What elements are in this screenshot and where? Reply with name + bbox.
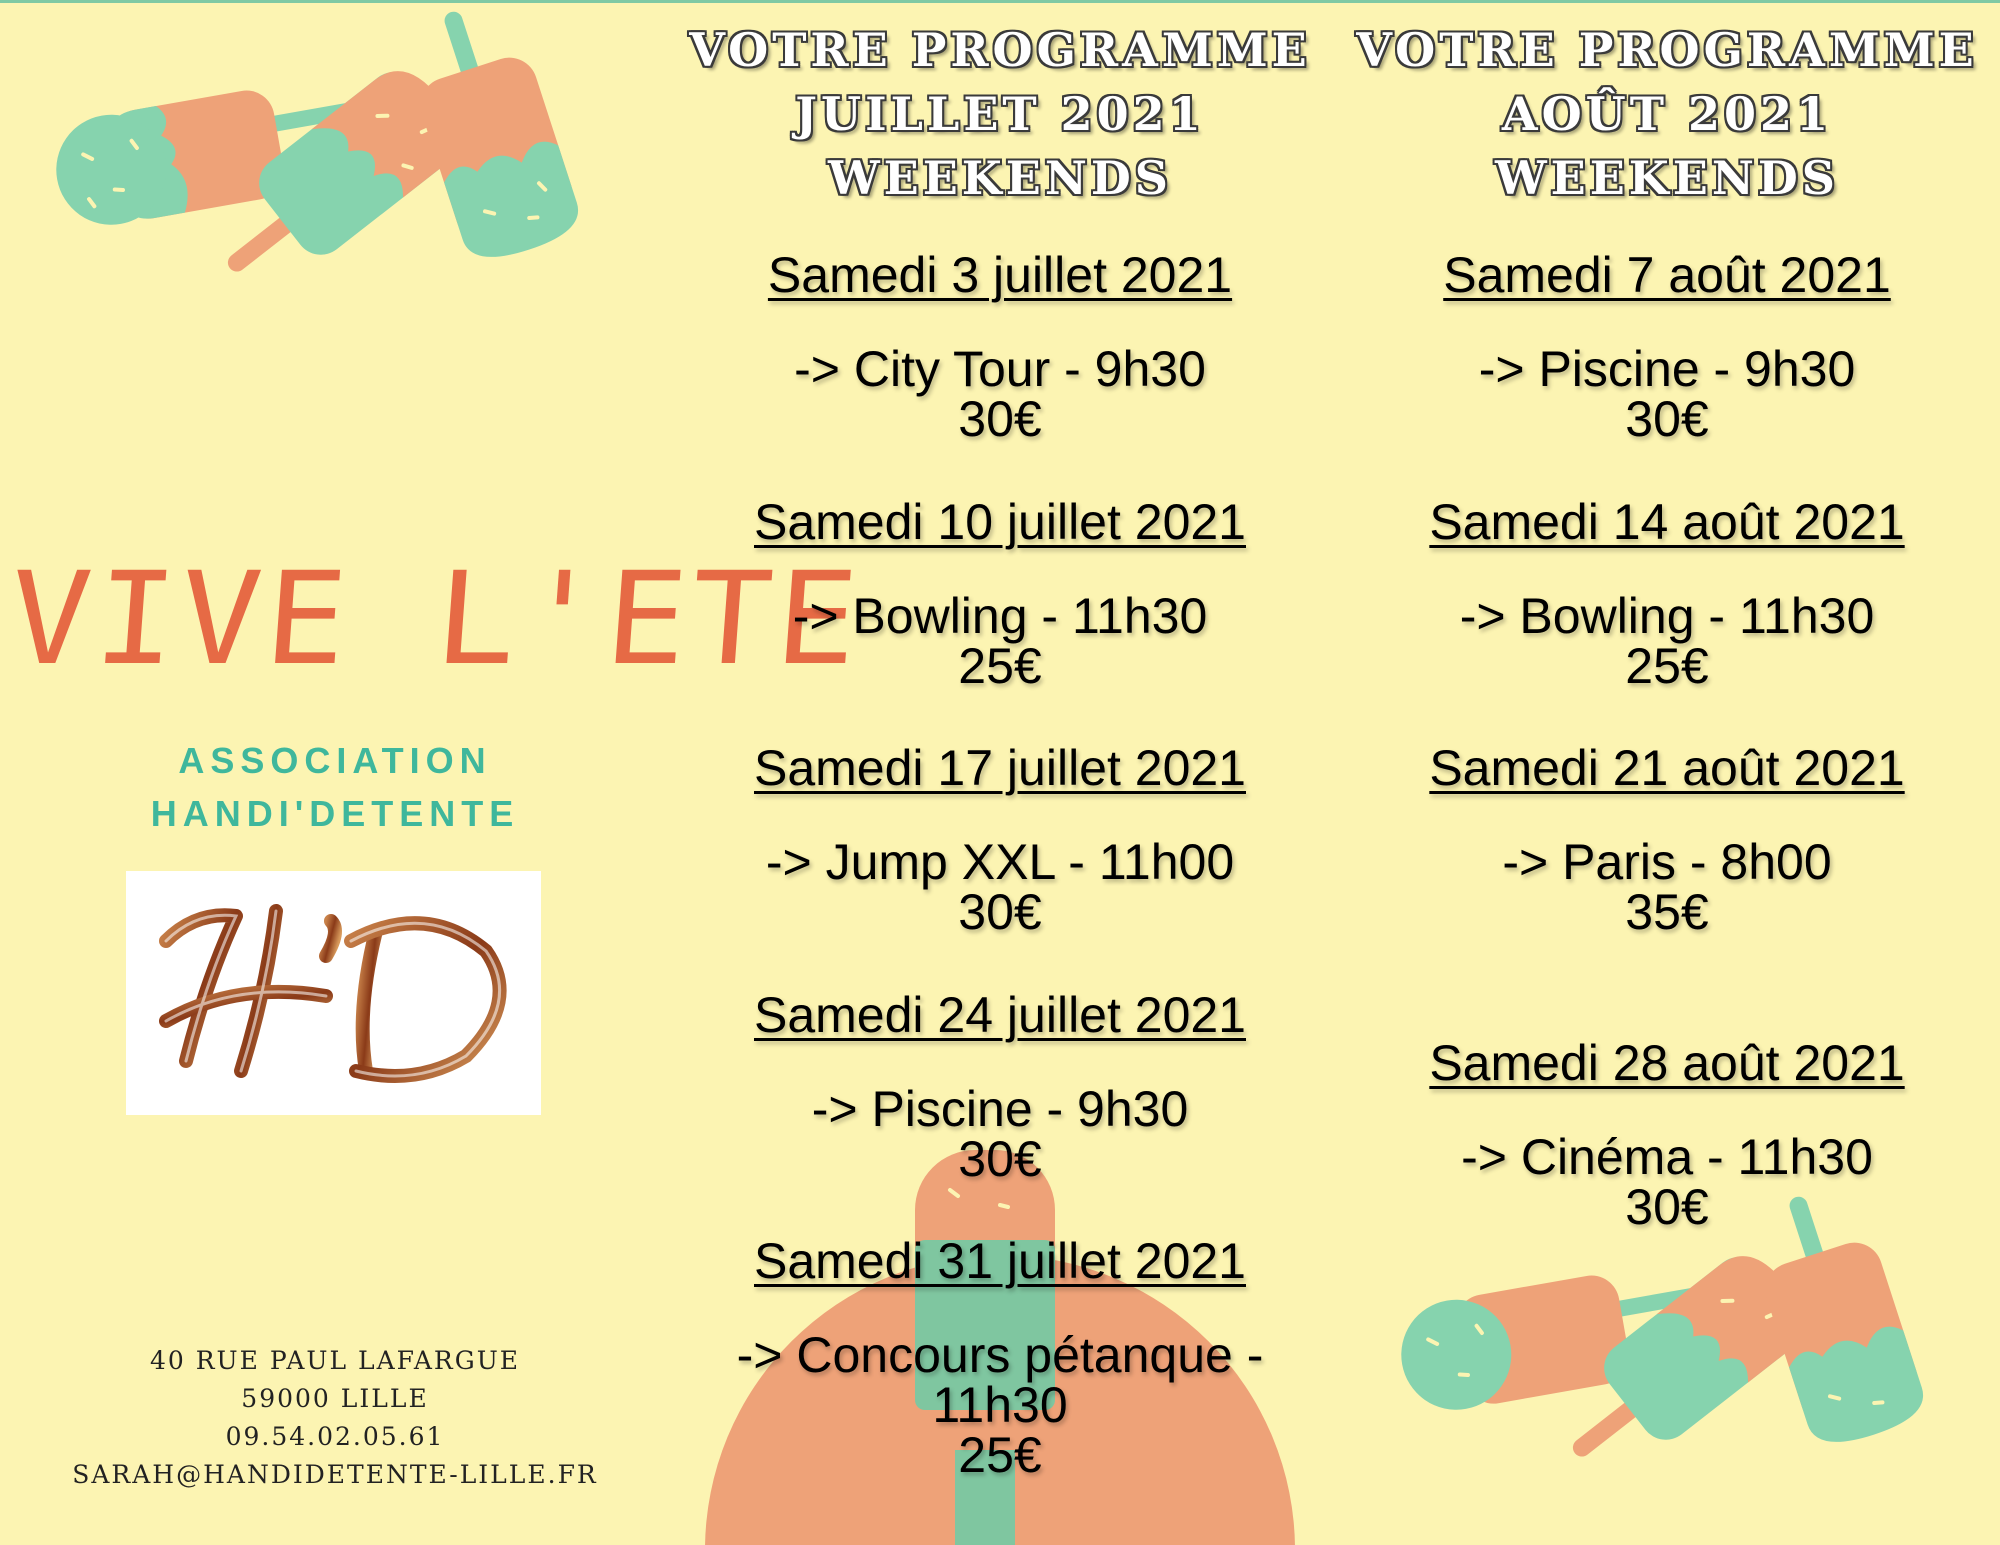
popsicles-top-left-icon — [55, 5, 595, 315]
event-activity: -> Bowling - 11h30 — [792, 588, 1208, 644]
association-line-1: ASSOCIATION — [178, 740, 492, 781]
email-address[interactable]: SARAH@HANDIDETENTE-LILLE.FR — [72, 1460, 598, 1489]
august-program — [1347, 18, 1987, 1235]
august-event-3 — [1347, 739, 1987, 940]
event-price: 35€ — [1625, 884, 1709, 940]
july-heading-2: JUILLET 2021 — [795, 87, 1205, 141]
event-price: 30€ — [1625, 391, 1709, 447]
july-program — [680, 18, 1320, 1483]
event-activity: -> Piscine - 9h30 — [811, 1081, 1189, 1137]
event-price: 30€ — [958, 1131, 1042, 1187]
top-border — [0, 0, 2000, 3]
event-price: 25€ — [1625, 638, 1709, 694]
event-price: 30€ — [958, 391, 1042, 447]
page-title: VIVE L'ETE — [4, 545, 867, 694]
event-activity: -> Paris - 8h00 — [1502, 834, 1832, 890]
july-event-4 — [680, 986, 1320, 1187]
event-date: Samedi 10 juillet 2021 — [754, 494, 1246, 550]
july-event-2 — [680, 493, 1320, 694]
event-price: 25€ — [958, 638, 1042, 694]
event-date: Samedi 3 juillet 2021 — [767, 247, 1233, 303]
hd-logo-icon — [126, 871, 541, 1115]
event-date: Samedi 14 août 2021 — [1429, 494, 1905, 550]
july-heading-3: WEEKENDS — [828, 151, 1172, 205]
july-event-5 — [680, 1232, 1320, 1483]
address-city: 59000 LILLE — [241, 1384, 429, 1413]
association-line-2: HANDI'DETENTE — [150, 793, 520, 834]
contact-block — [60, 1342, 610, 1494]
event-price: 25€ — [958, 1427, 1042, 1483]
event-activity-time: 11h30 — [932, 1377, 1068, 1433]
august-event-1 — [1347, 246, 1987, 447]
event-date: Samedi 7 août 2021 — [1443, 247, 1891, 303]
address-street: 40 RUE PAUL LAFARGUE — [149, 1346, 521, 1375]
event-price: 30€ — [958, 884, 1042, 940]
event-activity: -> Bowling - 11h30 — [1459, 588, 1875, 644]
august-heading-3: WEEKENDS — [1495, 151, 1839, 205]
popsicles-bottom-right-icon — [1400, 1190, 1940, 1500]
event-activity: -> Cinéma - 11h30 — [1461, 1129, 1873, 1185]
event-activity: -> Piscine - 9h30 — [1478, 341, 1856, 397]
event-date: Samedi 31 juillet 2021 — [754, 1233, 1246, 1289]
event-activity: -> Jump XXL - 11h00 — [765, 834, 1235, 890]
august-heading-1: VOTRE PROGRAMME — [1356, 23, 1978, 77]
august-event-2 — [1347, 493, 1987, 694]
july-event-1 — [680, 246, 1320, 447]
event-price: 30€ — [1625, 1179, 1709, 1235]
august-event-4 — [1347, 1034, 1987, 1235]
august-heading-2: AOÛT 2021 — [1501, 87, 1833, 141]
july-heading-1: VOTRE PROGRAMME — [689, 23, 1311, 77]
july-event-3 — [680, 739, 1320, 940]
event-activity: -> City Tour - 9h30 — [794, 341, 1206, 397]
phone-number: 09.54.02.05.61 — [225, 1422, 445, 1451]
event-date: Samedi 21 août 2021 — [1429, 740, 1905, 796]
logo — [126, 871, 541, 1115]
event-date: Samedi 17 juillet 2021 — [754, 740, 1246, 796]
event-date: Samedi 28 août 2021 — [1429, 1035, 1905, 1091]
event-activity: -> Concours pétanque - — [736, 1327, 1264, 1383]
event-date: Samedi 24 juillet 2021 — [754, 987, 1246, 1043]
